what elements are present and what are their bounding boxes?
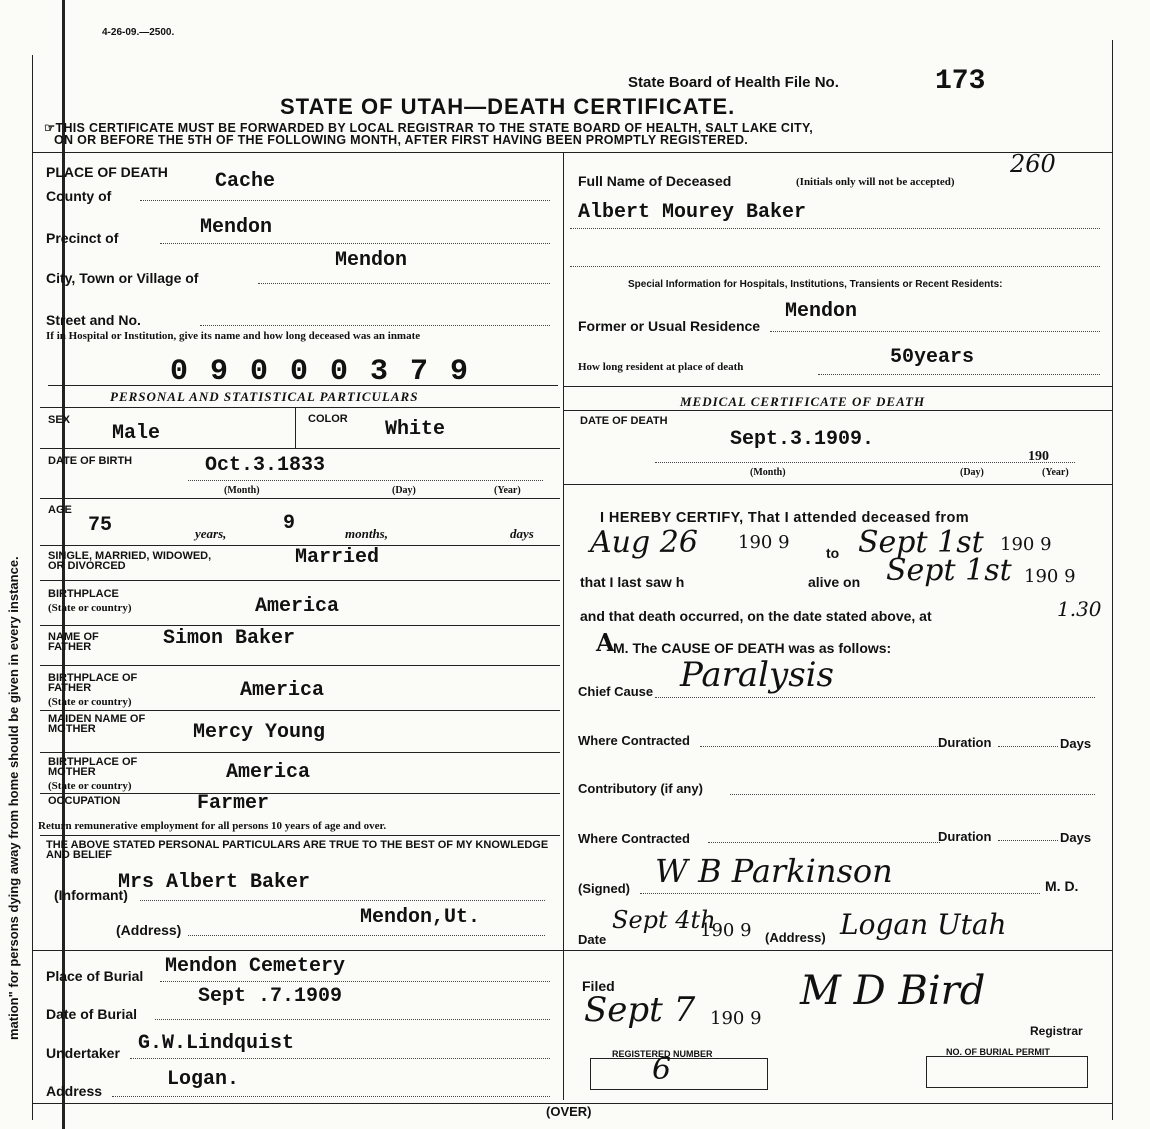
death-date-line [655, 462, 1075, 463]
special-info-note: Special Information for Hospitals, Institutions, Transients or Recent Residents: [628, 279, 1003, 290]
form-left-border [32, 55, 33, 1120]
sign-date-year: 190 9 [700, 920, 752, 941]
father-value: Simon Baker [163, 627, 296, 650]
where-contracted-line-2 [708, 842, 940, 843]
undertaker-label: Undertaker [46, 1045, 120, 1061]
physician-address-label: (Address) [765, 930, 826, 945]
physician-signature: W B Parkinson [655, 852, 893, 890]
chief-cause-line [655, 697, 1095, 698]
filed-label: Filed [582, 978, 615, 994]
death-date-rule [563, 484, 1112, 485]
death-month-caption: (Month) [750, 467, 786, 478]
marital-label: SINGLE, MARRIED, WIDOWED, OR DIVORCED [48, 550, 212, 572]
margin-instruction: mation" for persons dying away from home should be given in every instance. [6, 556, 21, 1040]
form-title: STATE OF UTAH—DEATH CERTIFICATE. [280, 94, 736, 119]
dob-line [188, 480, 543, 481]
contributory-line [730, 794, 1095, 795]
sex-label: SEX [48, 414, 71, 426]
filing-divider [563, 950, 564, 1100]
bp-father-rule [40, 710, 560, 711]
place-rule [48, 385, 558, 386]
notice-line-1: ☞THIS CERTIFICATE MUST BE FORWARDED BY LOCAL REGISTRAR TO THE STATE BOARD OF HEALTH, SALT LAKE CITY, [44, 121, 813, 135]
undertaker-address-line [112, 1096, 550, 1097]
registrar-label: Registrar [1030, 1024, 1083, 1038]
bp-mother-state-caption: (State or country) [48, 780, 132, 792]
how-long-value: 50years [890, 346, 975, 369]
medical-section-title: MEDICAL CERTIFICATE OF DEATH [680, 394, 926, 409]
signed-line [640, 893, 1040, 894]
days-label-1: Days [1060, 736, 1092, 751]
precinct-label: Precinct of [46, 230, 119, 246]
city-value: Mendon [335, 249, 408, 272]
over-label: (OVER) [546, 1104, 592, 1119]
stamp-number: 0 9 0 0 0 3 7 9 [170, 355, 471, 389]
occupation-rule [40, 835, 560, 836]
how-long-line [818, 374, 1100, 375]
where-contracted-label-1: Where Contracted [578, 733, 690, 748]
occupation-label: OCCUPATION [48, 795, 121, 807]
birthplace-state-caption: (State or country) [48, 602, 132, 614]
deceased-name-line [570, 228, 1100, 229]
medical-rule [563, 410, 1112, 411]
how-long-label: How long resident at place of death [578, 361, 744, 373]
undertaker-line [130, 1058, 550, 1059]
dob-year-caption: (Year) [494, 485, 521, 496]
burial-date-value: Sept .7.1909 [198, 985, 343, 1008]
last-saw-text: that I last saw h [580, 574, 685, 590]
marital-rule [40, 580, 560, 581]
signed-label: (Signed) [578, 881, 630, 896]
dob-rule [40, 498, 560, 499]
death-time: 1.30 [1057, 597, 1102, 621]
death-date-value: Sept.3.1909. [730, 428, 875, 451]
attestation-text: THE ABOVE STATED PERSONAL PARTICULARS ARE TRUE TO THE BEST OF MY KNOWLEDGE AND BELIEF [46, 839, 549, 861]
death-occurred-text: and that death occurred, on the date stated above, at [580, 608, 932, 624]
informant-address-label: (Address) [116, 922, 182, 938]
contributory-label: Contributory (if any) [578, 781, 703, 796]
mother-label: MAIDEN NAME OF MOTHER [48, 713, 146, 735]
residence-value: Mendon [785, 300, 858, 323]
deceased-name-note: (Initials only will not be accepted) [796, 176, 955, 188]
days-label-2: Days [1060, 830, 1092, 845]
death-date-label: DATE OF DEATH [580, 415, 668, 427]
certify-text: I HEREBY CERTIFY, That I attended deceased from [600, 510, 970, 526]
dob-value: Oct.3.1833 [205, 454, 326, 477]
burial-permit-box [926, 1056, 1088, 1088]
residence-label: Former or Usual Residence [578, 318, 761, 334]
form-right-border [1112, 40, 1113, 1120]
birthplace-label: BIRTHPLACE [48, 588, 119, 600]
residence-rule [563, 386, 1112, 387]
sign-date-label: Date [578, 932, 607, 947]
registered-number-value: 6 [652, 1052, 672, 1087]
city-label: City, Town or Village of [46, 270, 199, 286]
sex-color-divider [295, 408, 296, 448]
duration-label-2: Duration [938, 829, 992, 844]
hospital-note: If in Hospital or Institution, give its name and how long deceased was an inmate [46, 330, 421, 342]
personal-section-title: PERSONAL AND STATISTICAL PARTICULARS [110, 389, 419, 404]
chief-cause-value: Paralysis [680, 655, 834, 695]
informant-address-value: Mendon,Ut. [360, 906, 481, 929]
alive-on-label: alive on [808, 574, 861, 590]
dob-day-caption: (Day) [392, 485, 416, 496]
local-number: 260 [1010, 150, 1056, 178]
precinct-line [160, 243, 550, 244]
burial-place-value: Mendon Cemetery [165, 955, 346, 978]
death-day-caption: (Day) [960, 467, 984, 478]
burial-permit-label: NO. OF BURIAL PERMIT [946, 1047, 1050, 1057]
mother-rule [40, 752, 560, 753]
file-number-label: State Board of Health File No. [628, 74, 839, 91]
undertaker-value: G.W.Lindquist [138, 1032, 295, 1055]
color-label: COLOR [308, 413, 348, 425]
attended-to-year: 190 9 [1000, 534, 1052, 555]
residence-line [770, 331, 1100, 332]
burial-date-line [155, 1019, 550, 1020]
deceased-name-value: Albert Mourey Baker [578, 201, 807, 224]
filed-year: 190 9 [710, 1008, 762, 1029]
dob-label: DATE OF BIRTH [48, 455, 133, 467]
death-am-mark: A [596, 628, 615, 657]
age-months-caption: months, [345, 526, 388, 541]
file-number: 173 [935, 66, 986, 97]
to-label: to [826, 545, 840, 561]
attended-to-date: Sept 1st [858, 525, 984, 560]
county-label: County of [46, 188, 112, 204]
header-rule [32, 152, 1112, 153]
registered-number-label: REGISTERED NUMBER [612, 1049, 713, 1059]
death-year-caption: (Year) [1042, 467, 1069, 478]
where-contracted-label-2: Where Contracted [578, 831, 690, 846]
marital-value: Married [295, 546, 380, 569]
father-label: NAME OF FATHER [48, 631, 99, 653]
filed-date: Sept 7 [584, 990, 696, 1030]
occupation-note: Return remunerative employment for all persons 10 years of age and over. [38, 820, 387, 832]
alive-on-year: 190 9 [1024, 566, 1076, 587]
dob-month-caption: (Month) [224, 485, 260, 496]
registered-number-box [590, 1058, 768, 1090]
center-divider [563, 152, 564, 952]
burial-place-label: Place of Burial [46, 968, 144, 984]
age-months-value: 9 [283, 512, 296, 535]
bp-father-value: America [240, 679, 325, 702]
bp-father-label: BIRTHPLACE OF FATHER [48, 672, 138, 694]
chief-cause-label: Chief Cause [578, 684, 654, 699]
informant-rule [32, 950, 1112, 951]
informant-label: (Informant) [54, 887, 128, 903]
death-year-prefix: 190 [1028, 449, 1049, 464]
deceased-name-line-2 [570, 266, 1100, 267]
attended-from-year: 190 9 [738, 532, 790, 553]
alive-on-date: Sept 1st [886, 553, 1012, 588]
duration-line-1 [998, 746, 1058, 747]
duration-label-1: Duration [938, 735, 992, 750]
precinct-value: Mendon [200, 216, 273, 239]
md-label: M. D. [1045, 878, 1079, 894]
mother-value: Mercy Young [193, 721, 326, 744]
print-code: 4-26-09.—2500. [102, 27, 175, 38]
sex-rule [40, 448, 560, 449]
undertaker-address-label: Address [46, 1083, 103, 1099]
attended-from-date: Aug 26 [590, 525, 698, 560]
age-days-caption: days [510, 526, 534, 541]
age-years-caption: years, [195, 526, 227, 541]
street-line [200, 325, 550, 326]
registrar-signature: M D Bird [800, 968, 986, 1014]
place-of-death-label: PLACE OF DEATH [46, 164, 168, 180]
informant-address-line [188, 935, 545, 936]
age-years-value: 75 [88, 514, 113, 537]
sex-value: Male [112, 422, 161, 445]
personal-rule [40, 407, 560, 408]
bp-mother-value: America [226, 761, 311, 784]
duration-line-2 [998, 840, 1058, 841]
occupation-value: Farmer [197, 792, 270, 815]
county-line [140, 200, 550, 201]
notice-line-2: ON OR BEFORE THE 5TH OF THE FOLLOWING MONTH, AFTER FIRST HAVING BEEN PROMPTLY REGISTERED. [54, 133, 749, 147]
county-value: Cache [215, 170, 276, 193]
informant-line [140, 900, 545, 901]
bp-mother-rule [40, 793, 560, 794]
street-label: Street and No. [46, 312, 141, 328]
sign-date-value: Sept 4th [612, 906, 716, 934]
physician-address-value: Logan Utah [840, 908, 1007, 941]
burial-place-line [160, 981, 550, 982]
father-rule [40, 665, 560, 666]
undertaker-address-value: Logan. [167, 1068, 240, 1091]
bp-father-state-caption: (State or country) [48, 696, 132, 708]
age-label: AGE [48, 504, 72, 516]
color-value: White [385, 418, 446, 441]
bp-mother-label: BIRTHPLACE OF MOTHER [48, 756, 138, 778]
burial-date-label: Date of Burial [46, 1006, 138, 1022]
birthplace-rule [40, 625, 560, 626]
where-contracted-line-1 [700, 746, 940, 747]
birthplace-value: America [255, 595, 340, 618]
deceased-name-label: Full Name of Deceased [578, 173, 732, 189]
city-line [258, 283, 550, 284]
cause-intro-text: M. The CAUSE OF DEATH was as follows: [613, 640, 892, 656]
informant-value: Mrs Albert Baker [118, 871, 311, 894]
